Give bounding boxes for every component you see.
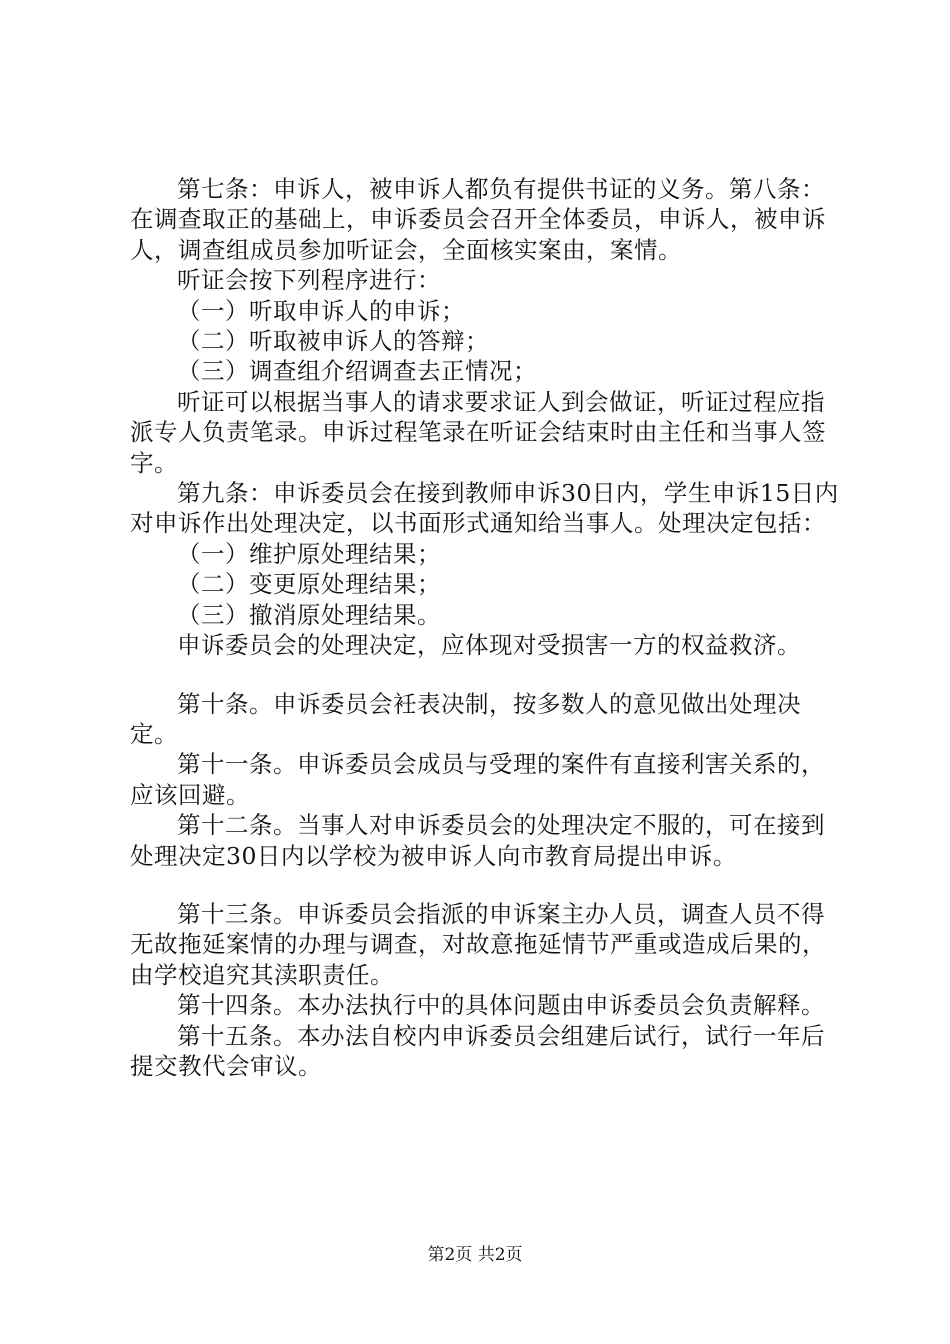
paragraph-article-10: 第十条。申诉委员会衽表决制，按多数人的意见做出处理决定。 (130, 689, 801, 748)
paragraph-article-9: 第九条：申诉委员会在接到教师申诉30日内，学生申诉15日内对申诉作出处理决定，以书面形式通知给当事人。处理决定包括： (130, 479, 839, 538)
list-item-decision-2: （二）变更原处理结果； (177, 570, 441, 599)
paragraph-article-14: 第十四条。本办法执行中的具体问题由申诉委员会负责解释。 (177, 991, 825, 1020)
paragraph-article-12: 第十二条。当事人对申诉委员会的处理决定不服的，可在接到处理决定30日内以学校为被申诉人向市教育局提出申诉。 (130, 811, 825, 870)
list-item-decision-1: （一）维护原处理结果； (177, 539, 441, 568)
paragraph-article-7-8: 第七条：申诉人，被申诉人都负有提供书证的义务。第八条：在调查取正的基础上，申诉委员会召开全体委员，申诉人，被申诉人，调查组成员参加听证会，全面核实案由，案情。 (130, 175, 826, 264)
document-body (130, 174, 845, 1081)
paragraph-hearing-procedure: 听证会按下列程序进行： (177, 266, 441, 295)
paragraph-hearing-witness: 听证可以根据当事人的请求要求证人到会做证，听证过程应指派专人负责笔录。申诉过程笔录在听证会结束时由主任和当事人签字。 (130, 387, 826, 477)
paragraph-article-15: 第十五条。本办法自校内申诉委员会组建后试行，试行一年后提交教代会审议。 (130, 1021, 825, 1080)
page-footer (0, 1244, 950, 1266)
paragraph-decision-remedy: 申诉委员会的处理决定，应体现对受损害一方的权益救济。 (177, 631, 801, 660)
paragraph-article-11: 第十一条。申诉委员会成员与受理的案件有直接利害关系的，应该回避。 (130, 750, 825, 809)
list-item-decision-3: （三）撤消原处理结果。 (177, 600, 441, 629)
list-item-hearing-3: （三）调查组介绍调查去正情况； (177, 357, 537, 386)
list-item-hearing-1: （一）听取申诉人的申诉； (177, 296, 465, 325)
page-number-label: 第2页 共2页 (427, 1245, 523, 1265)
paragraph-article-13: 第十三条。申诉委员会指派的申诉案主办人员，调查人员不得无故拖延案情的办理与调查，对故意拖延情节严重或造成后果的，由学校追究其渎职责任。 (130, 899, 826, 989)
list-item-hearing-2: （二）听取被申诉人的答辩； (177, 327, 489, 356)
